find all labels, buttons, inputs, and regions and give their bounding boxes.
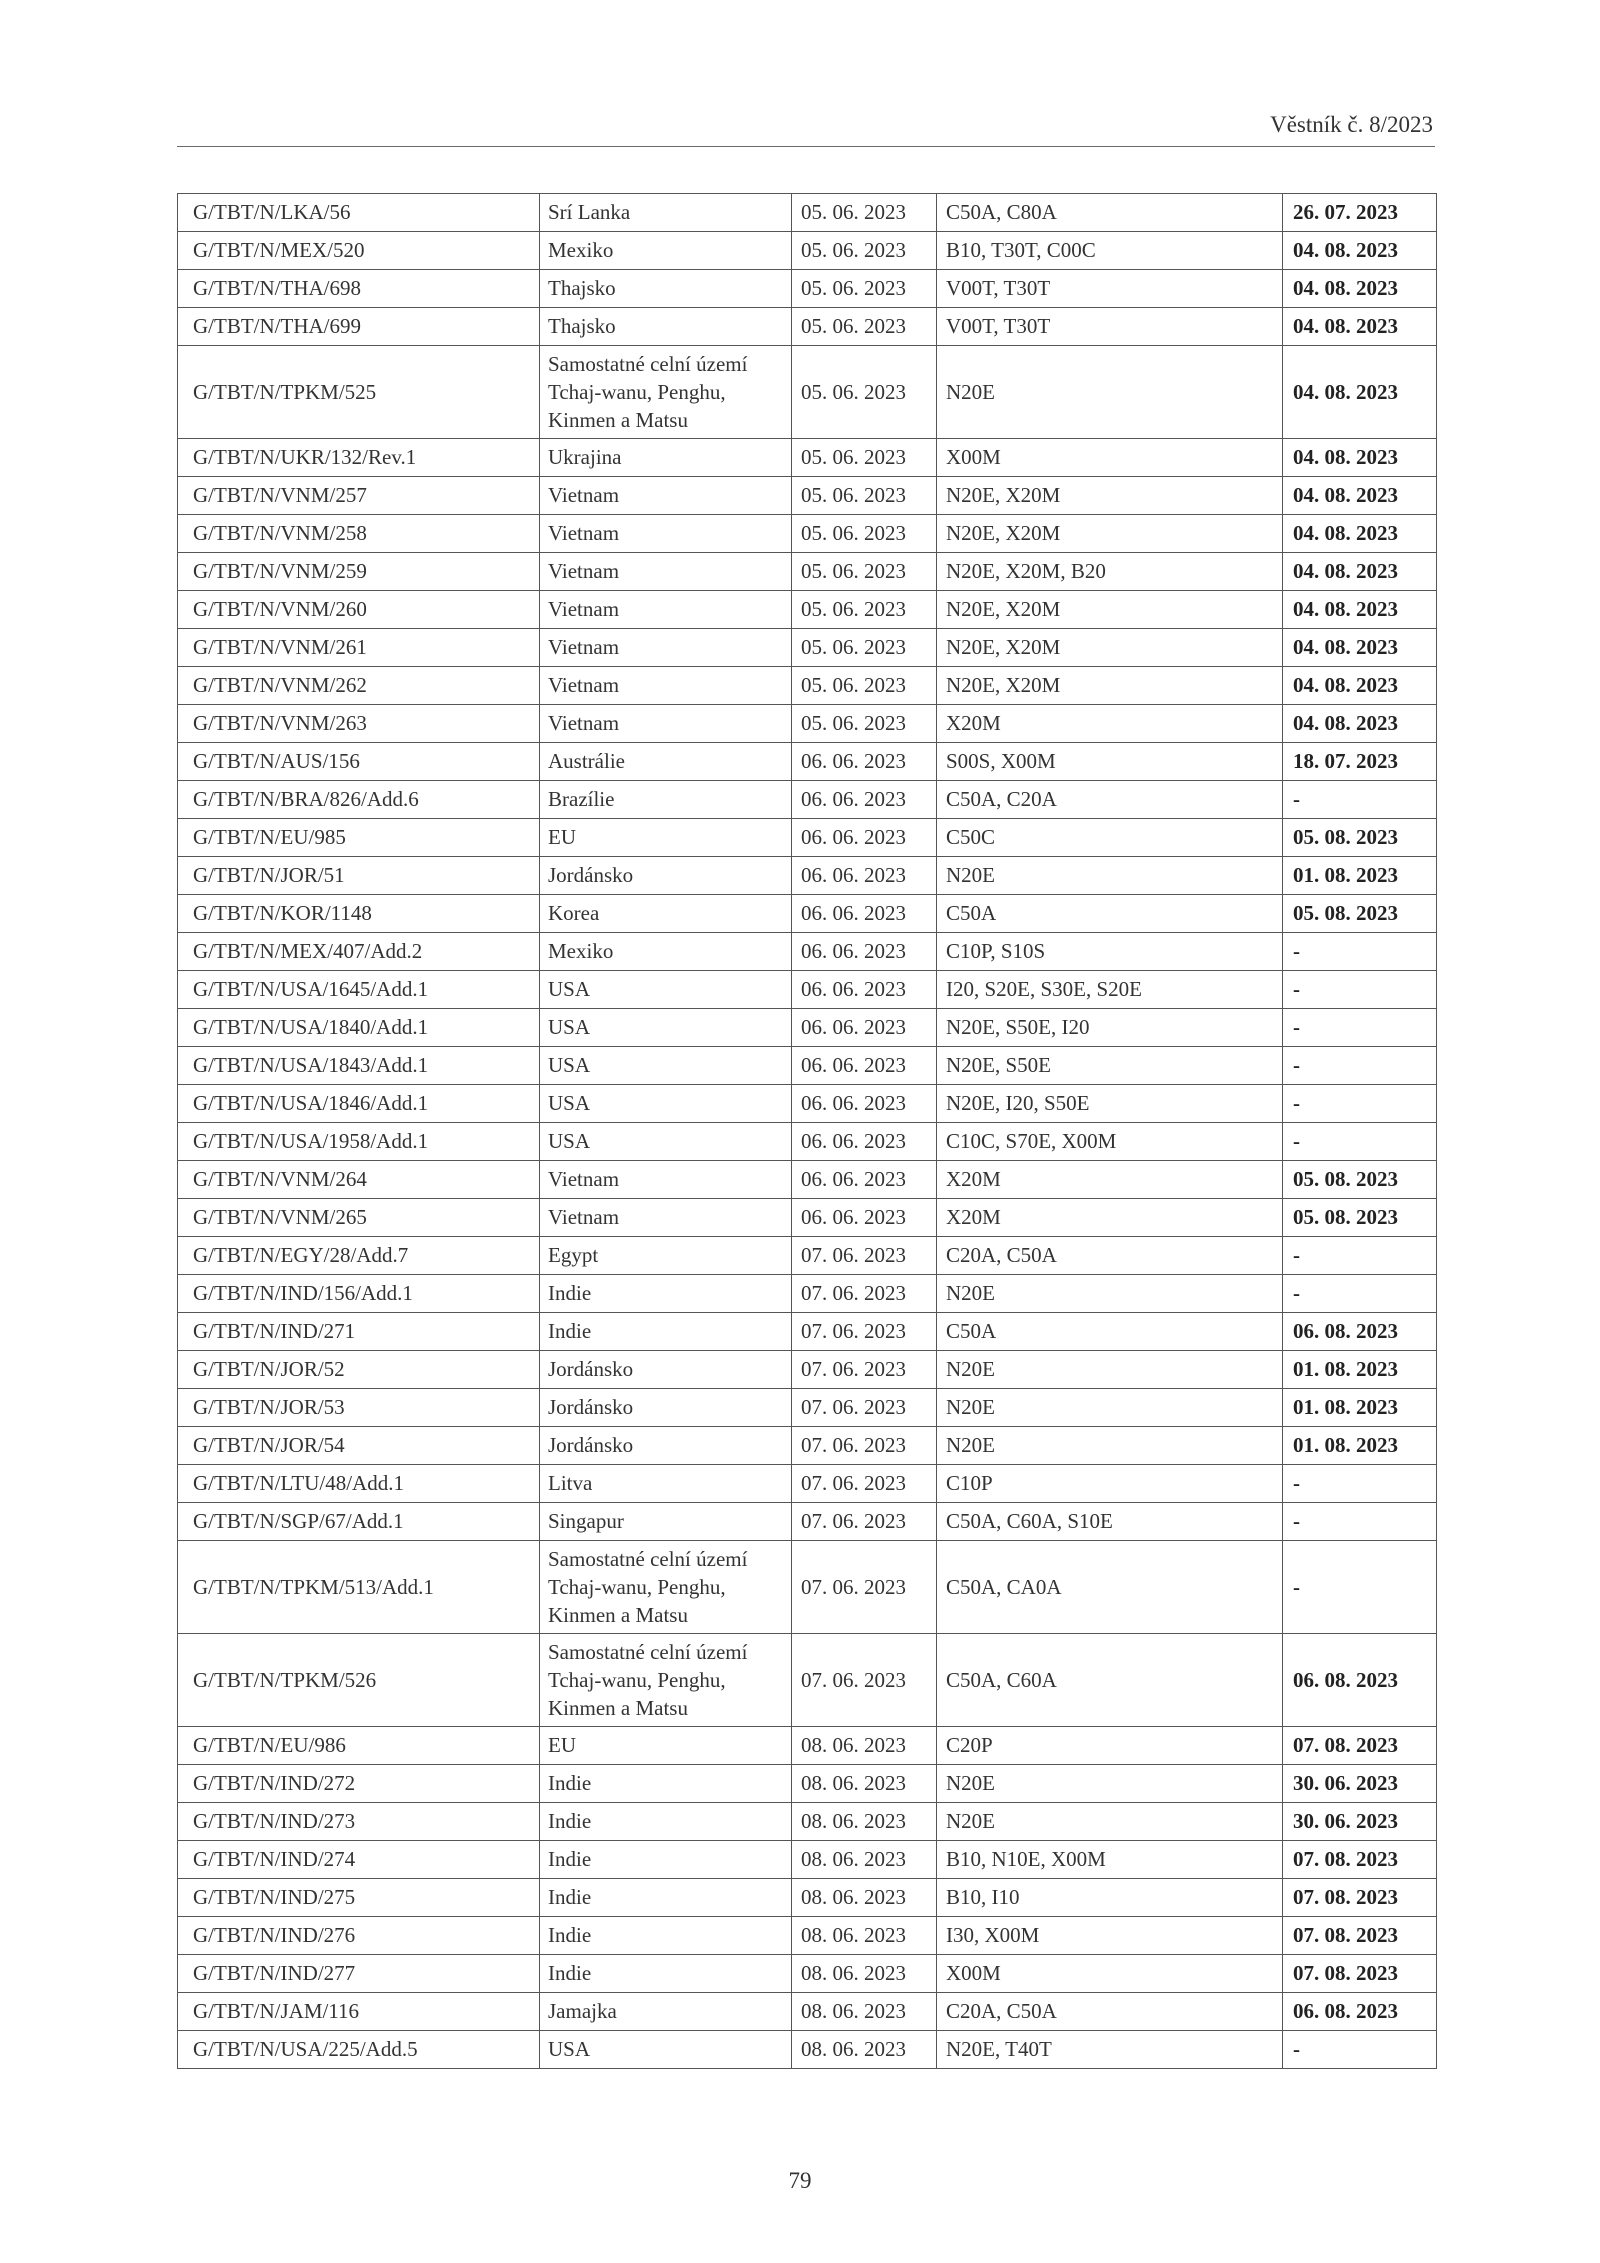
comment-deadline-cell: - xyxy=(1283,2031,1437,2069)
notification-symbol-cell: G/TBT/N/VNM/263 xyxy=(178,705,540,743)
date-cell: 05. 06. 2023 xyxy=(792,270,937,308)
country-cell: EU xyxy=(540,819,792,857)
country-cell: Samostatné celní území Tchaj-wanu, Penghu, Kinmen a Matsu xyxy=(540,1541,792,1634)
ics-codes-cell: I20, S20E, S30E, S20E xyxy=(937,971,1283,1009)
table-row xyxy=(178,1161,1437,1199)
country-cell: USA xyxy=(540,1009,792,1047)
country-cell: Indie xyxy=(540,1955,792,1993)
date-cell: 06. 06. 2023 xyxy=(792,1047,937,1085)
ics-codes-cell: N20E xyxy=(937,1275,1283,1313)
notification-symbol-cell: G/TBT/N/THA/698 xyxy=(178,270,540,308)
comment-deadline-cell: 04. 08. 2023 xyxy=(1283,439,1437,477)
country-cell: Indie xyxy=(540,1275,792,1313)
table-row xyxy=(178,477,1437,515)
comment-deadline-cell: 04. 08. 2023 xyxy=(1283,308,1437,346)
table-row xyxy=(178,1389,1437,1427)
date-cell: 08. 06. 2023 xyxy=(792,1803,937,1841)
country-cell: USA xyxy=(540,1123,792,1161)
date-cell: 05. 06. 2023 xyxy=(792,308,937,346)
comment-deadline-cell: 04. 08. 2023 xyxy=(1283,232,1437,270)
ics-codes-cell: N20E, I20, S50E xyxy=(937,1085,1283,1123)
notification-symbol-cell: G/TBT/N/MEX/520 xyxy=(178,232,540,270)
comment-deadline-cell: 05. 08. 2023 xyxy=(1283,1161,1437,1199)
ics-codes-cell: C50A xyxy=(937,1313,1283,1351)
ics-codes-cell: X20M xyxy=(937,705,1283,743)
notification-symbol-cell: G/TBT/N/SGP/67/Add.1 xyxy=(178,1503,540,1541)
comment-deadline-cell: 18. 07. 2023 xyxy=(1283,743,1437,781)
notification-symbol-cell: G/TBT/N/MEX/407/Add.2 xyxy=(178,933,540,971)
ics-codes-cell: X00M xyxy=(937,439,1283,477)
ics-codes-cell: C50A, C60A, S10E xyxy=(937,1503,1283,1541)
notification-symbol-cell: G/TBT/N/VNM/262 xyxy=(178,667,540,705)
notification-symbol-cell: G/TBT/N/IND/273 xyxy=(178,1803,540,1841)
date-cell: 05. 06. 2023 xyxy=(792,477,937,515)
country-cell: Egypt xyxy=(540,1237,792,1275)
comment-deadline-cell: 01. 08. 2023 xyxy=(1283,1389,1437,1427)
table-row xyxy=(178,667,1437,705)
comment-deadline-cell: - xyxy=(1283,971,1437,1009)
table-row xyxy=(178,895,1437,933)
comment-deadline-cell: 05. 08. 2023 xyxy=(1283,895,1437,933)
comment-deadline-cell: - xyxy=(1283,933,1437,971)
date-cell: 07. 06. 2023 xyxy=(792,1389,937,1427)
comment-deadline-cell: 30. 06. 2023 xyxy=(1283,1803,1437,1841)
ics-codes-cell: B10, N10E, X00M xyxy=(937,1841,1283,1879)
ics-codes-cell: C50A, C80A xyxy=(937,194,1283,232)
ics-codes-cell: X20M xyxy=(937,1161,1283,1199)
date-cell: 07. 06. 2023 xyxy=(792,1275,937,1313)
comment-deadline-cell: 04. 08. 2023 xyxy=(1283,667,1437,705)
date-cell: 06. 06. 2023 xyxy=(792,933,937,971)
date-cell: 07. 06. 2023 xyxy=(792,1634,937,1727)
journal-issue-title: Věstník č. 8/2023 xyxy=(1270,112,1433,137)
ics-codes-cell: V00T, T30T xyxy=(937,308,1283,346)
country-cell: EU xyxy=(540,1727,792,1765)
table-row xyxy=(178,819,1437,857)
table-row xyxy=(178,857,1437,895)
date-cell: 06. 06. 2023 xyxy=(792,1009,937,1047)
date-cell: 06. 06. 2023 xyxy=(792,781,937,819)
country-cell: Vietnam xyxy=(540,667,792,705)
notification-symbol-cell: G/TBT/N/EGY/28/Add.7 xyxy=(178,1237,540,1275)
date-cell: 05. 06. 2023 xyxy=(792,667,937,705)
comment-deadline-cell: 04. 08. 2023 xyxy=(1283,270,1437,308)
country-cell: USA xyxy=(540,971,792,1009)
comment-deadline-cell: - xyxy=(1283,1503,1437,1541)
table-row xyxy=(178,1237,1437,1275)
notification-symbol-cell: G/TBT/N/TPKM/525 xyxy=(178,346,540,439)
ics-codes-cell: C20A, C50A xyxy=(937,1993,1283,2031)
date-cell: 05. 06. 2023 xyxy=(792,515,937,553)
notification-symbol-cell: G/TBT/N/VNM/259 xyxy=(178,553,540,591)
country-cell: Vietnam xyxy=(540,705,792,743)
country-cell: Mexiko xyxy=(540,933,792,971)
date-cell: 08. 06. 2023 xyxy=(792,1955,937,1993)
comment-deadline-cell: 30. 06. 2023 xyxy=(1283,1765,1437,1803)
ics-codes-cell: B10, T30T, C00C xyxy=(937,232,1283,270)
notification-symbol-cell: G/TBT/N/EU/985 xyxy=(178,819,540,857)
comment-deadline-cell: 01. 08. 2023 xyxy=(1283,857,1437,895)
notification-symbol-cell: G/TBT/N/IND/271 xyxy=(178,1313,540,1351)
notification-symbol-cell: G/TBT/N/AUS/156 xyxy=(178,743,540,781)
ics-codes-cell: C10P, S10S xyxy=(937,933,1283,971)
ics-codes-cell: N20E xyxy=(937,1351,1283,1389)
table-row xyxy=(178,1465,1437,1503)
table-row xyxy=(178,1199,1437,1237)
country-cell: Litva xyxy=(540,1465,792,1503)
table-row xyxy=(178,553,1437,591)
table-row xyxy=(178,971,1437,1009)
table-row xyxy=(178,1047,1437,1085)
table-row xyxy=(178,629,1437,667)
table-row xyxy=(178,1313,1437,1351)
comment-deadline-cell: - xyxy=(1283,1009,1437,1047)
ics-codes-cell: N20E xyxy=(937,346,1283,439)
table-row xyxy=(178,781,1437,819)
ics-codes-cell: N20E, T40T xyxy=(937,2031,1283,2069)
date-cell: 06. 06. 2023 xyxy=(792,1085,937,1123)
ics-codes-cell: S00S, X00M xyxy=(937,743,1283,781)
date-cell: 07. 06. 2023 xyxy=(792,1503,937,1541)
comment-deadline-cell: 06. 08. 2023 xyxy=(1283,1313,1437,1351)
table-row xyxy=(178,1993,1437,2031)
notification-symbol-cell: G/TBT/N/VNM/260 xyxy=(178,591,540,629)
table-row xyxy=(178,705,1437,743)
table-row xyxy=(178,1123,1437,1161)
comment-deadline-cell: - xyxy=(1283,1465,1437,1503)
date-cell: 07. 06. 2023 xyxy=(792,1313,937,1351)
ics-codes-cell: N20E, X20M xyxy=(937,667,1283,705)
comment-deadline-cell: 07. 08. 2023 xyxy=(1283,1727,1437,1765)
country-cell: Jordánsko xyxy=(540,857,792,895)
table-row xyxy=(178,1879,1437,1917)
notification-symbol-cell: G/TBT/N/USA/1840/Add.1 xyxy=(178,1009,540,1047)
notification-symbol-cell: G/TBT/N/IND/277 xyxy=(178,1955,540,1993)
comment-deadline-cell: 05. 08. 2023 xyxy=(1283,819,1437,857)
table-row xyxy=(178,1085,1437,1123)
country-cell: Vietnam xyxy=(540,477,792,515)
comment-deadline-cell: - xyxy=(1283,1085,1437,1123)
table-row xyxy=(178,439,1437,477)
notification-symbol-cell: G/TBT/N/EU/986 xyxy=(178,1727,540,1765)
comment-deadline-cell: 01. 08. 2023 xyxy=(1283,1351,1437,1389)
page-header xyxy=(177,108,1435,147)
country-cell: USA xyxy=(540,1085,792,1123)
date-cell: 07. 06. 2023 xyxy=(792,1237,937,1275)
notification-symbol-cell: G/TBT/N/USA/1843/Add.1 xyxy=(178,1047,540,1085)
ics-codes-cell: N20E, S50E xyxy=(937,1047,1283,1085)
comment-deadline-cell: 05. 08. 2023 xyxy=(1283,1199,1437,1237)
date-cell: 08. 06. 2023 xyxy=(792,1727,937,1765)
table-row xyxy=(178,1841,1437,1879)
country-cell: Samostatné celní území Tchaj-wanu, Penghu, Kinmen a Matsu xyxy=(540,1634,792,1727)
comment-deadline-cell: - xyxy=(1283,1047,1437,1085)
country-cell: Indie xyxy=(540,1765,792,1803)
country-cell: Jordánsko xyxy=(540,1427,792,1465)
date-cell: 08. 06. 2023 xyxy=(792,1993,937,2031)
ics-codes-cell: B10, I10 xyxy=(937,1879,1283,1917)
country-cell: Jamajka xyxy=(540,1993,792,2031)
country-cell: Vietnam xyxy=(540,1161,792,1199)
notification-symbol-cell: G/TBT/N/IND/156/Add.1 xyxy=(178,1275,540,1313)
table-row xyxy=(178,515,1437,553)
ics-codes-cell: X20M xyxy=(937,1199,1283,1237)
notification-symbol-cell: G/TBT/N/UKR/132/Rev.1 xyxy=(178,439,540,477)
country-cell: Vietnam xyxy=(540,515,792,553)
date-cell: 06. 06. 2023 xyxy=(792,1123,937,1161)
notification-symbol-cell: G/TBT/N/JOR/51 xyxy=(178,857,540,895)
table-row xyxy=(178,1955,1437,1993)
country-cell: Indie xyxy=(540,1879,792,1917)
ics-codes-cell: N20E, S50E, I20 xyxy=(937,1009,1283,1047)
date-cell: 06. 06. 2023 xyxy=(792,1199,937,1237)
ics-codes-cell: C50C xyxy=(937,819,1283,857)
notification-symbol-cell: G/TBT/N/JOR/52 xyxy=(178,1351,540,1389)
comment-deadline-cell: 04. 08. 2023 xyxy=(1283,515,1437,553)
notification-symbol-cell: G/TBT/N/USA/1846/Add.1 xyxy=(178,1085,540,1123)
ics-codes-cell: C50A, C60A xyxy=(937,1634,1283,1727)
table-row xyxy=(178,1503,1437,1541)
table-row xyxy=(178,270,1437,308)
notification-symbol-cell: G/TBT/N/TPKM/513/Add.1 xyxy=(178,1541,540,1634)
date-cell: 06. 06. 2023 xyxy=(792,895,937,933)
country-cell: Jordánsko xyxy=(540,1389,792,1427)
country-cell: Vietnam xyxy=(540,629,792,667)
notifications-table-body xyxy=(178,194,1437,2069)
table-row xyxy=(178,1765,1437,1803)
ics-codes-cell: N20E, X20M, B20 xyxy=(937,553,1283,591)
notification-symbol-cell: G/TBT/N/IND/274 xyxy=(178,1841,540,1879)
date-cell: 05. 06. 2023 xyxy=(792,591,937,629)
comment-deadline-cell: 06. 08. 2023 xyxy=(1283,1634,1437,1727)
comment-deadline-cell: 04. 08. 2023 xyxy=(1283,629,1437,667)
comment-deadline-cell: 07. 08. 2023 xyxy=(1283,1955,1437,1993)
date-cell: 05. 06. 2023 xyxy=(792,705,937,743)
ics-codes-cell: C20A, C50A xyxy=(937,1237,1283,1275)
notification-symbol-cell: G/TBT/N/THA/699 xyxy=(178,308,540,346)
comment-deadline-cell: - xyxy=(1283,781,1437,819)
table-row xyxy=(178,346,1437,439)
table-row xyxy=(178,1634,1437,1727)
table-row xyxy=(178,1803,1437,1841)
comment-deadline-cell: 07. 08. 2023 xyxy=(1283,1917,1437,1955)
comment-deadline-cell: 04. 08. 2023 xyxy=(1283,705,1437,743)
country-cell: Indie xyxy=(540,1313,792,1351)
country-cell: Indie xyxy=(540,1841,792,1879)
country-cell: Ukrajina xyxy=(540,439,792,477)
table-row xyxy=(178,1009,1437,1047)
date-cell: 06. 06. 2023 xyxy=(792,1161,937,1199)
country-cell: Austrálie xyxy=(540,743,792,781)
notification-symbol-cell: G/TBT/N/IND/276 xyxy=(178,1917,540,1955)
date-cell: 05. 06. 2023 xyxy=(792,439,937,477)
country-cell: Brazílie xyxy=(540,781,792,819)
ics-codes-cell: N20E xyxy=(937,1803,1283,1841)
date-cell: 08. 06. 2023 xyxy=(792,1841,937,1879)
country-cell: Indie xyxy=(540,1803,792,1841)
notification-symbol-cell: G/TBT/N/LKA/56 xyxy=(178,194,540,232)
date-cell: 08. 06. 2023 xyxy=(792,1879,937,1917)
notification-symbol-cell: G/TBT/N/VNM/265 xyxy=(178,1199,540,1237)
ics-codes-cell: N20E, X20M xyxy=(937,515,1283,553)
comment-deadline-cell: - xyxy=(1283,1237,1437,1275)
table-row xyxy=(178,1917,1437,1955)
ics-codes-cell: C10C, S70E, X00M xyxy=(937,1123,1283,1161)
comment-deadline-cell: - xyxy=(1283,1275,1437,1313)
notification-symbol-cell: G/TBT/N/LTU/48/Add.1 xyxy=(178,1465,540,1503)
table-row xyxy=(178,1541,1437,1634)
comment-deadline-cell: 07. 08. 2023 xyxy=(1283,1841,1437,1879)
date-cell: 08. 06. 2023 xyxy=(792,1765,937,1803)
country-cell: Singapur xyxy=(540,1503,792,1541)
date-cell: 08. 06. 2023 xyxy=(792,2031,937,2069)
country-cell: USA xyxy=(540,2031,792,2069)
table-row xyxy=(178,232,1437,270)
country-cell: Vietnam xyxy=(540,591,792,629)
notification-symbol-cell: G/TBT/N/IND/275 xyxy=(178,1879,540,1917)
date-cell: 05. 06. 2023 xyxy=(792,629,937,667)
notification-symbol-cell: G/TBT/N/BRA/826/Add.6 xyxy=(178,781,540,819)
country-cell: Indie xyxy=(540,1917,792,1955)
notification-symbol-cell: G/TBT/N/VNM/257 xyxy=(178,477,540,515)
ics-codes-cell: C50A, CA0A xyxy=(937,1541,1283,1634)
date-cell: 07. 06. 2023 xyxy=(792,1465,937,1503)
table-row xyxy=(178,308,1437,346)
notification-symbol-cell: G/TBT/N/JOR/53 xyxy=(178,1389,540,1427)
ics-codes-cell: N20E, X20M xyxy=(937,591,1283,629)
ics-codes-cell: V00T, T30T xyxy=(937,270,1283,308)
date-cell: 07. 06. 2023 xyxy=(792,1351,937,1389)
notification-symbol-cell: G/TBT/N/VNM/258 xyxy=(178,515,540,553)
ics-codes-cell: I30, X00M xyxy=(937,1917,1283,1955)
country-cell: Korea xyxy=(540,895,792,933)
country-cell: Srí Lanka xyxy=(540,194,792,232)
country-cell: USA xyxy=(540,1047,792,1085)
ics-codes-cell: C20P xyxy=(937,1727,1283,1765)
notification-symbol-cell: G/TBT/N/KOR/1148 xyxy=(178,895,540,933)
country-cell: Mexiko xyxy=(540,232,792,270)
notifications-table xyxy=(177,193,1437,2069)
notification-symbol-cell: G/TBT/N/VNM/261 xyxy=(178,629,540,667)
date-cell: 06. 06. 2023 xyxy=(792,819,937,857)
date-cell: 07. 06. 2023 xyxy=(792,1541,937,1634)
notification-symbol-cell: G/TBT/N/VNM/264 xyxy=(178,1161,540,1199)
table-row xyxy=(178,2031,1437,2069)
comment-deadline-cell: 04. 08. 2023 xyxy=(1283,553,1437,591)
comment-deadline-cell: 04. 08. 2023 xyxy=(1283,477,1437,515)
table-row xyxy=(178,1351,1437,1389)
notification-symbol-cell: G/TBT/N/JOR/54 xyxy=(178,1427,540,1465)
date-cell: 05. 06. 2023 xyxy=(792,232,937,270)
ics-codes-cell: C10P xyxy=(937,1465,1283,1503)
date-cell: 05. 06. 2023 xyxy=(792,194,937,232)
ics-codes-cell: N20E xyxy=(937,1765,1283,1803)
country-cell: Vietnam xyxy=(540,553,792,591)
ics-codes-cell: X00M xyxy=(937,1955,1283,1993)
table-row xyxy=(178,1427,1437,1465)
table-row xyxy=(178,743,1437,781)
ics-codes-cell: N20E xyxy=(937,857,1283,895)
comment-deadline-cell: 07. 08. 2023 xyxy=(1283,1879,1437,1917)
comment-deadline-cell: 26. 07. 2023 xyxy=(1283,194,1437,232)
ics-codes-cell: C50A, C20A xyxy=(937,781,1283,819)
notification-symbol-cell: G/TBT/N/USA/1958/Add.1 xyxy=(178,1123,540,1161)
ics-codes-cell: C50A xyxy=(937,895,1283,933)
date-cell: 06. 06. 2023 xyxy=(792,857,937,895)
table-row xyxy=(178,194,1437,232)
country-cell: Thajsko xyxy=(540,270,792,308)
comment-deadline-cell: 06. 08. 2023 xyxy=(1283,1993,1437,2031)
date-cell: 05. 06. 2023 xyxy=(792,553,937,591)
country-cell: Jordánsko xyxy=(540,1351,792,1389)
notification-symbol-cell: G/TBT/N/IND/272 xyxy=(178,1765,540,1803)
ics-codes-cell: N20E xyxy=(937,1427,1283,1465)
comment-deadline-cell: 04. 08. 2023 xyxy=(1283,346,1437,439)
ics-codes-cell: N20E, X20M xyxy=(937,477,1283,515)
ics-codes-cell: N20E xyxy=(937,1389,1283,1427)
country-cell: Thajsko xyxy=(540,308,792,346)
country-cell: Vietnam xyxy=(540,1199,792,1237)
notification-symbol-cell: G/TBT/N/USA/225/Add.5 xyxy=(178,2031,540,2069)
date-cell: 06. 06. 2023 xyxy=(792,743,937,781)
comment-deadline-cell: 01. 08. 2023 xyxy=(1283,1427,1437,1465)
date-cell: 06. 06. 2023 xyxy=(792,971,937,1009)
date-cell: 07. 06. 2023 xyxy=(792,1427,937,1465)
page-number: 79 xyxy=(788,2168,812,2193)
table-row xyxy=(178,933,1437,971)
table-row xyxy=(178,591,1437,629)
date-cell: 08. 06. 2023 xyxy=(792,1917,937,1955)
notification-symbol-cell: G/TBT/N/JAM/116 xyxy=(178,1993,540,2031)
notification-symbol-cell: G/TBT/N/USA/1645/Add.1 xyxy=(178,971,540,1009)
table-row xyxy=(178,1275,1437,1313)
comment-deadline-cell: 04. 08. 2023 xyxy=(1283,591,1437,629)
country-cell: Samostatné celní území Tchaj-wanu, Penghu, Kinmen a Matsu xyxy=(540,346,792,439)
notification-symbol-cell: G/TBT/N/TPKM/526 xyxy=(178,1634,540,1727)
comment-deadline-cell: - xyxy=(1283,1541,1437,1634)
ics-codes-cell: N20E, X20M xyxy=(937,629,1283,667)
date-cell: 05. 06. 2023 xyxy=(792,346,937,439)
table-row xyxy=(178,1727,1437,1765)
comment-deadline-cell: - xyxy=(1283,1123,1437,1161)
